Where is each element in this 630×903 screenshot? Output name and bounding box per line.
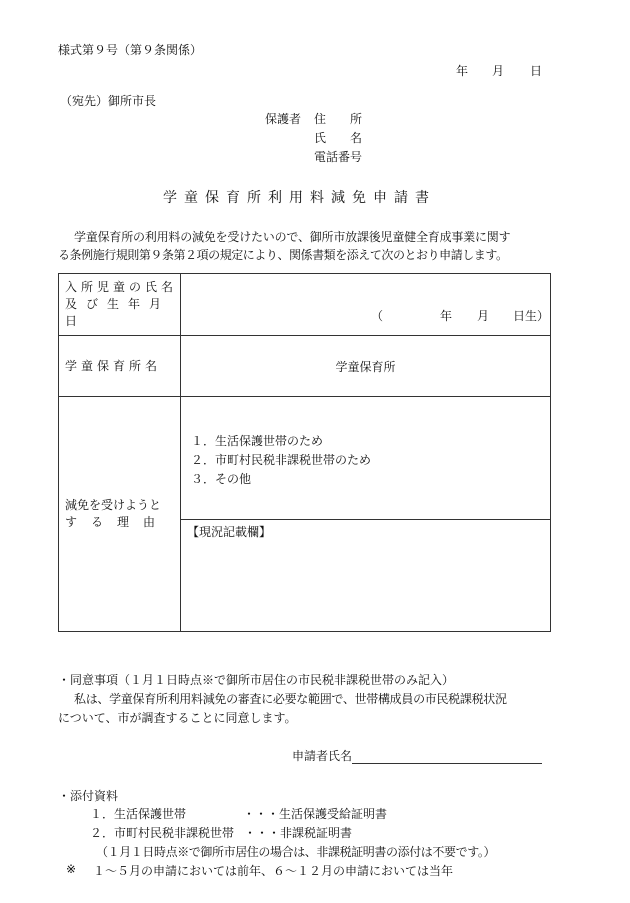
- document-title: 学童保育所利用料減免申請書: [163, 190, 436, 206]
- current-status-label: 【現況記載欄】: [187, 525, 272, 539]
- date-day-label: 日: [530, 64, 543, 78]
- consent-heading: ・同意事項（１月１日時点※で御所市居住の市民税非課税世帯のみ記入）: [58, 673, 455, 687]
- child-name-birth-field[interactable]: [181, 274, 551, 336]
- child-label-line-1: 入所児童の氏名: [65, 280, 178, 294]
- application-table: [58, 273, 551, 632]
- signature-underline: [352, 750, 542, 764]
- consent-body-2: について、市が調査することに同意します。: [58, 711, 297, 725]
- attachment-item-1-label: １．生活保護世帯: [90, 807, 187, 821]
- reason-option-2[interactable]: ２．市町村民税非課税世帯のため: [191, 453, 372, 467]
- facility-label-text: 学童保育所名: [65, 358, 162, 373]
- addressee: （宛先）御所市長: [60, 94, 157, 108]
- reason-options-row: [59, 397, 551, 520]
- date-year-label: 年: [456, 64, 469, 78]
- child-label-line-2: 及び生年月日: [65, 297, 171, 328]
- reason-option-3[interactable]: ３．その他: [191, 472, 252, 486]
- facility-row: [59, 336, 551, 397]
- name-label: 氏 名: [314, 131, 363, 145]
- facility-label: [59, 336, 181, 397]
- reason-label-line-1: 減免を受けようと: [65, 498, 162, 512]
- current-status-field[interactable]: [181, 520, 551, 632]
- phone-label: 電話番号: [314, 150, 363, 164]
- birth-year-label: 年: [440, 308, 453, 323]
- footnote-text: １～５月の申請においては前年、６～１２月の申請においては当年: [93, 864, 454, 878]
- applicant-role: 保護者: [265, 112, 302, 126]
- facility-field[interactable]: [181, 336, 551, 397]
- reason-label: [59, 397, 181, 632]
- attachment-item-1-doc: ・・・生活保護受給証明書: [243, 807, 388, 821]
- form-number: 様式第９号（第９条関係）: [58, 43, 203, 57]
- reason-label-line-2: する理由: [65, 515, 170, 529]
- attachment-item-2-label: ２．市町村民税非課税世帯: [90, 826, 235, 840]
- signature-label: 申請者氏名: [292, 749, 353, 763]
- birth-open-paren: （: [371, 308, 384, 323]
- intro-line-1: 学童保育所の利用料の減免を受けたいので、御所市放課後児童健全育成事業に関す: [74, 230, 511, 244]
- reason-options: [181, 397, 551, 520]
- footnote-mark: ※: [66, 862, 77, 876]
- attachment-item-2-doc: ・・・非課税証明書: [244, 826, 353, 840]
- date-month-label: 月: [492, 64, 505, 78]
- birth-day-label: 日生）: [513, 308, 550, 323]
- child-name-birth-label: [59, 274, 181, 336]
- consent-body-1: 私は、学童保育所利用料減免の審査に必要な範囲で、世帯構成員の市民税課税状況: [74, 692, 507, 706]
- child-row: [59, 274, 551, 336]
- birth-month-label: 月: [477, 308, 490, 323]
- attachments-heading: ・添付資料: [58, 789, 119, 803]
- signature-line[interactable]: [292, 747, 542, 764]
- attachment-note: （１月１日時点※で御所市居住の場合は、非課税証明書の添付は不要です。）: [96, 845, 496, 859]
- reason-option-1[interactable]: １．生活保護世帯のため: [191, 434, 324, 448]
- facility-value: 学童保育所: [335, 359, 396, 374]
- address-label: 住 所: [314, 112, 363, 126]
- intro-line-2: る条例施行規則第９条第２項の規定により、関係書類を添えて次のとおり申請します。: [58, 248, 508, 262]
